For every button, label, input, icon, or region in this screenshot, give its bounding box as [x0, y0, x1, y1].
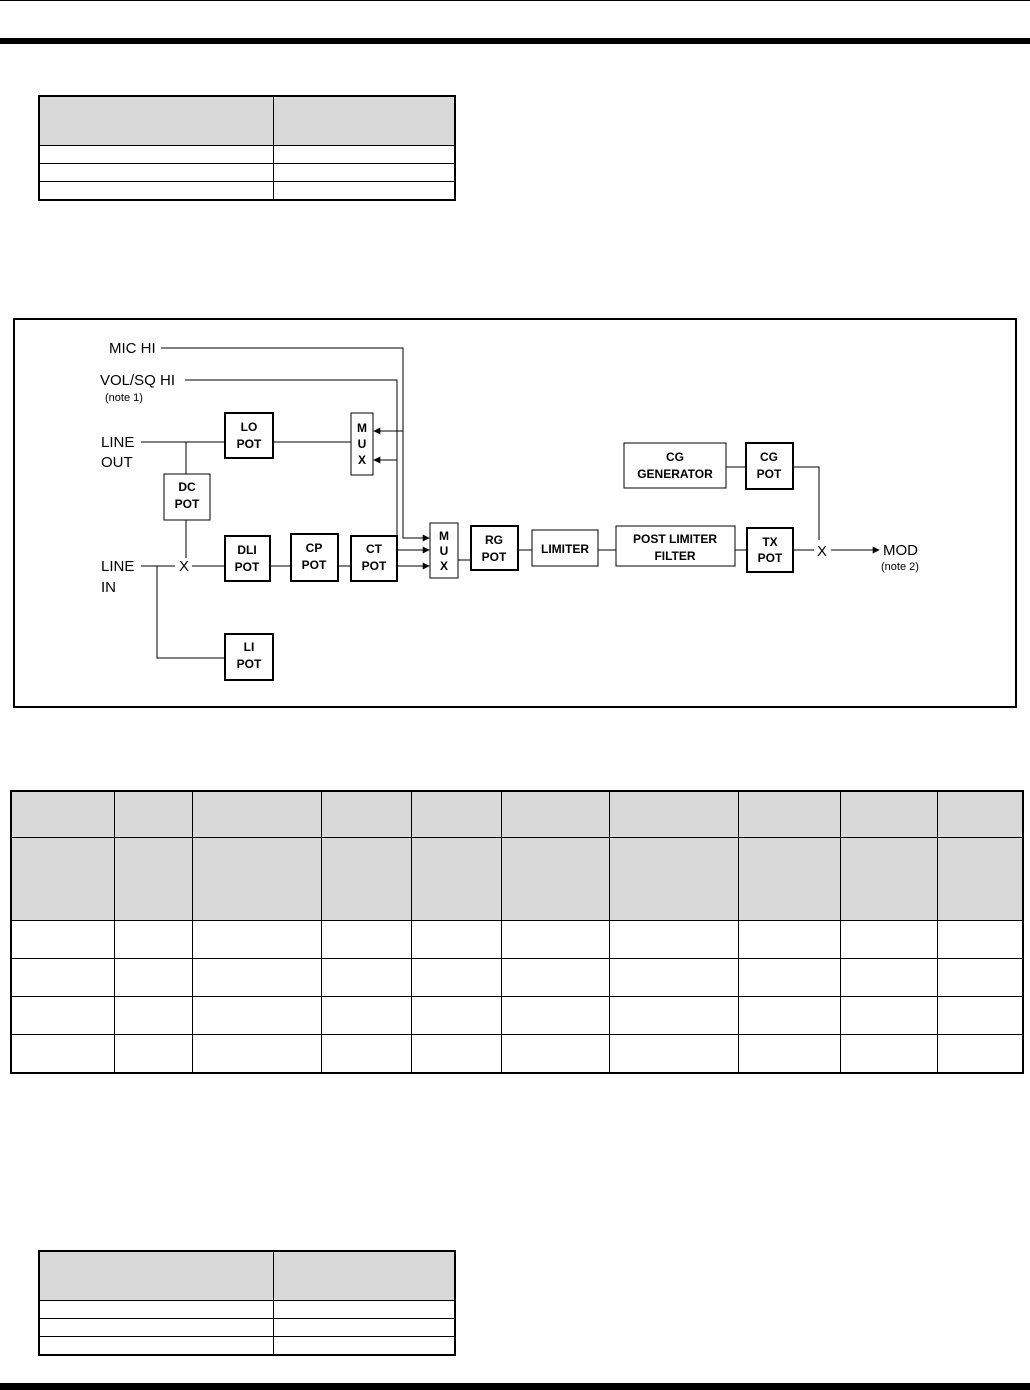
table-row: [11, 997, 1023, 1035]
svg-text:U: U: [439, 544, 449, 558]
table-cell: [840, 959, 937, 997]
table-cell: [411, 997, 501, 1035]
ct-pot-block: [351, 536, 397, 581]
line-in-label-1: LINE: [101, 558, 135, 575]
svg-text:LI: LI: [243, 640, 255, 654]
svg-text:POT: POT: [756, 467, 782, 481]
table-cell: [501, 997, 609, 1035]
svg-text:CT: CT: [366, 542, 382, 556]
svg-text:TX: TX: [762, 535, 778, 549]
table-header-cell: [609, 838, 738, 921]
tx-pot-block: [747, 528, 793, 572]
table-header-cell: [39, 1251, 273, 1301]
svg-text:POT: POT: [301, 558, 327, 572]
table-cell: [39, 146, 273, 164]
table-header-cell: [273, 1251, 455, 1301]
dli-pot-block: [225, 536, 270, 581]
table-cell: [840, 997, 937, 1035]
cg-generator-block: [624, 443, 726, 488]
line-out-label-1: LINE: [101, 434, 135, 451]
post-limiter-filter-block: [616, 526, 735, 566]
table-cell: [39, 1319, 273, 1337]
table-cell: [273, 164, 455, 182]
svg-text:LIMITER: LIMITER: [541, 542, 589, 556]
table-cell: [840, 921, 937, 959]
svg-text:M: M: [439, 529, 449, 543]
svg-text:POT: POT: [236, 437, 262, 451]
table-cell: [11, 997, 114, 1035]
table-cell: [937, 1035, 1023, 1074]
table-cell: [321, 959, 411, 997]
table-cell: [321, 921, 411, 959]
footer-rule: [0, 1383, 1030, 1390]
svg-text:POT: POT: [236, 657, 262, 671]
mux-2-block: [430, 523, 458, 578]
svg-text:POT: POT: [174, 497, 200, 511]
li-pot-block: [225, 634, 273, 680]
cp-pot-block: [291, 534, 338, 581]
table-header-cell: [321, 791, 411, 838]
table-cell: [411, 1035, 501, 1074]
svg-text:POT: POT: [757, 551, 783, 565]
table-cell: [192, 921, 321, 959]
table-cell: [39, 1301, 273, 1319]
mod-label: MOD: [883, 542, 918, 559]
table-header-cell: [114, 791, 192, 838]
table-header-row: [11, 791, 1023, 838]
table-cell: [273, 1319, 455, 1337]
svg-text:GENERATOR: GENERATOR: [637, 467, 713, 481]
svg-text:CG: CG: [666, 450, 684, 464]
line-in-to-li-wire: [157, 566, 225, 658]
svg-text:DLI: DLI: [237, 543, 257, 557]
table-row: [39, 1319, 455, 1337]
table-cell: [192, 959, 321, 997]
table-row: [39, 182, 455, 201]
table-cell: [273, 1337, 455, 1356]
line-out-label-2: OUT: [101, 454, 133, 471]
svg-text:M: M: [357, 421, 367, 435]
table-cell: [114, 959, 192, 997]
table-header-row: [39, 1251, 455, 1301]
table-header-cell: [937, 838, 1023, 921]
table-row: [11, 959, 1023, 997]
table-cell: [11, 959, 114, 997]
table-cell: [738, 921, 840, 959]
table-cell: [609, 1035, 738, 1074]
table-cell: [39, 164, 273, 182]
table-cell: [321, 997, 411, 1035]
vol-sq-hi-wire: [185, 380, 429, 550]
table-cell: [501, 1035, 609, 1074]
table-cell: [11, 1035, 114, 1074]
audio-block-diagram: [13, 318, 1017, 708]
mid-table: [10, 790, 1024, 1074]
table-header-cell: [840, 791, 937, 838]
table-cell: [192, 997, 321, 1035]
table-cell: [321, 1035, 411, 1074]
table-header-row: [11, 838, 1023, 921]
dc-pot-block: [164, 474, 210, 520]
table-cell: [738, 959, 840, 997]
svg-text:CG: CG: [760, 450, 778, 464]
svg-text:RG: RG: [485, 533, 503, 547]
table-header-cell: [273, 96, 455, 146]
bottom-table: [38, 1250, 456, 1356]
svg-text:U: U: [357, 437, 367, 451]
mux-1-block: [351, 413, 373, 475]
table-cell: [937, 959, 1023, 997]
table-header-cell: [840, 838, 937, 921]
table-cell: [39, 1337, 273, 1356]
table-header-cell: [411, 838, 501, 921]
summer-junction-mark: X: [817, 543, 828, 560]
table-header-cell: [501, 791, 609, 838]
rg-pot-block: [471, 526, 518, 570]
table-row: [39, 164, 455, 182]
table-cell: [39, 182, 273, 201]
table-cell: [411, 959, 501, 997]
table-cell: [738, 1035, 840, 1074]
table-row: [39, 1301, 455, 1319]
table-header-cell: [11, 838, 114, 921]
note2-label: (note 2): [881, 561, 919, 573]
table-header-cell: [501, 838, 609, 921]
table-cell: [192, 1035, 321, 1074]
table-header-cell: [114, 838, 192, 921]
line-in-label-2: IN: [101, 579, 116, 596]
table-row: [11, 1035, 1023, 1074]
table-header-cell: [411, 791, 501, 838]
limiter-block: [532, 530, 598, 566]
table-cell: [501, 921, 609, 959]
mic-hi-label: MIC HI: [109, 340, 156, 357]
table-row: [11, 921, 1023, 959]
svg-text:LO: LO: [240, 420, 258, 434]
table-cell: [501, 959, 609, 997]
table-header-cell: [738, 838, 840, 921]
svg-text:POT: POT: [361, 559, 387, 573]
table-cell: [738, 997, 840, 1035]
table-cell: [937, 921, 1023, 959]
svg-text:POT: POT: [234, 560, 260, 574]
vol-sq-hi-label: VOL/SQ HI: [100, 372, 176, 389]
table-cell: [840, 1035, 937, 1074]
table-cell: [273, 182, 455, 201]
table-cell: [114, 921, 192, 959]
table-row: [39, 1337, 455, 1356]
svg-text:POST LIMITER: POST LIMITER: [633, 532, 717, 546]
table-header-row: [39, 96, 455, 146]
table-header-cell: [11, 791, 114, 838]
line-in-junction-mark: X: [179, 558, 190, 575]
cg-pot-block: [746, 443, 793, 489]
table-header-cell: [192, 791, 321, 838]
table-header-cell: [39, 96, 273, 146]
svg-text:X: X: [357, 453, 367, 467]
table-cell: [609, 921, 738, 959]
note1-label: (note 1): [105, 392, 143, 404]
table-header-cell: [321, 838, 411, 921]
table-cell: [11, 921, 114, 959]
header-rule: [0, 38, 1030, 44]
table-header-cell: [937, 791, 1023, 838]
svg-text:X: X: [439, 559, 449, 573]
svg-text:CP: CP: [305, 541, 323, 555]
lo-pot-block: [225, 413, 273, 458]
table-header-cell: [192, 838, 321, 921]
table-cell: [273, 1301, 455, 1319]
top-thin-rule: [0, 0, 1030, 1]
svg-text:FILTER: FILTER: [654, 549, 696, 563]
table-cell: [114, 1035, 192, 1074]
table-cell: [273, 146, 455, 164]
svg-text:DC: DC: [178, 480, 196, 494]
cg-pot-to-summer-wire: [793, 467, 819, 540]
table-header-cell: [609, 791, 738, 838]
svg-text:POT: POT: [481, 550, 507, 564]
table-row: [39, 146, 455, 164]
table-cell: [609, 997, 738, 1035]
table-cell: [937, 997, 1023, 1035]
table-cell: [411, 921, 501, 959]
table-header-cell: [738, 791, 840, 838]
table-cell: [609, 959, 738, 997]
table-cell: [114, 997, 192, 1035]
top-table: [38, 95, 456, 201]
